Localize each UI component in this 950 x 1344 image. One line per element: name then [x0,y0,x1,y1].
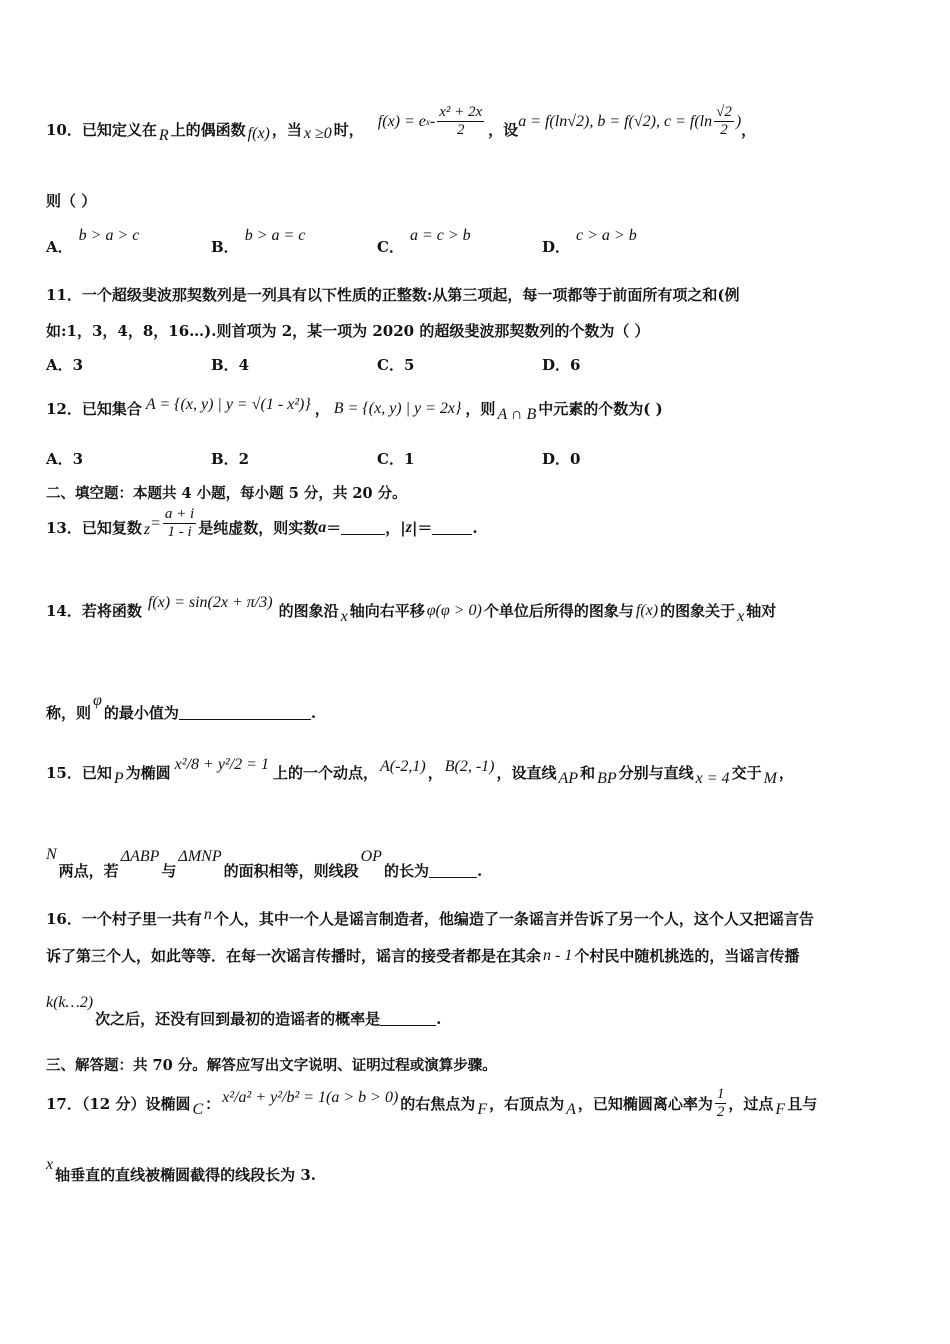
q13-frac: $\frac{a + i}{1 - i}$ [164,506,195,541]
q16-line1: 16．一个村子里一共有 n 个人，其中一个人是谣言制造者，他编造了一条谣言并告诉了另一个人，这个人又把谣言告 [46,905,814,928]
q17-line2: x 轴垂直的直线被椭圆截得的线段长为 3. [46,1155,316,1184]
q16-blank[interactable] [380,1011,436,1026]
q16-line3: k(k…2) 次之后，还没有回到最初的造谣者的概率是 . [46,993,442,1028]
q15-line2: N 两点，若 ΔABP 与 ΔMNP 的面积相等，则线段 OP 的长为 . [46,845,483,880]
q15-blank[interactable] [429,863,477,878]
q10-then: 则（ ） [46,192,97,210]
q10-option-c[interactable]: C． a = c > b [377,227,471,256]
q12-line1: 12．已知集合 A = {(x, y) | y = √(1 - x²)} ， B = {(x, y) | y = 2x} ，则 A ∩ B 中元素的个数为( ) [46,395,663,423]
q17-line1: 17．（12 分）设椭圆 C ： x²/a² + y²/b² = 1(a > b > 0) 的右焦点为 F ，右顶点为 A ，已知椭圆离心率为 $\frac{1}{2}$ ，过点 F 且与 [46,1086,818,1121]
q13-blank-1[interactable] [341,520,385,535]
q12-option-d[interactable]: D．0 [542,450,581,468]
q11-line1: 11．一个超级斐波那契数列是一列具有以下性质的正整数:从第三项起，每一项都等于前面所有项之和(例 [46,286,740,304]
q14-blank[interactable] [179,705,311,720]
q10-option-a[interactable]: A． b > a > c [46,227,140,256]
q12-option-b[interactable]: B．2 [211,450,250,468]
q14-func: f(x) = sin(2x + π/3) [147,593,273,611]
q10-func-frac: $\frac{\text{x² + 2x}}{2}$ [439,104,483,139]
q13-line: 13．已知复数 z = $\frac{a + i}{1 - i}$ 是纯虚数，则实数 a ＝ ，| z |＝ . [46,506,478,541]
q10-abc: a = f(ln√2), b = f(√2), c = f(ln $\frac{√2}{2}$ ) [518,104,742,139]
q10-cond: x ≥0 [303,124,332,142]
q17-eccentricity: $\frac{1}{2}$ [716,1086,725,1121]
section-2-heading: 二、填空题：本题共 4 小题，每小题 5 分，共 20 分。 [46,485,407,502]
q13-blank-2[interactable] [432,520,472,535]
q11-option-d[interactable]: D．6 [542,356,581,374]
q11-option-a[interactable]: A．3 [46,356,84,374]
q11-line2: 如:1，3，4，8，16…).则首项为 2，某一项为 2020 的超级斐波那契数列的个数为（ ） [46,322,650,340]
q11-option-b[interactable]: B．4 [211,356,250,374]
q10-option-b[interactable]: B． b > a = c [211,227,306,256]
q10-option-d[interactable]: D． c > a > b [542,227,637,256]
q14-line1: 14．若将函数 f(x) = sin(2x + π/3) 的图象沿 x 轴向右平移 φ(φ > 0) 个单位后所得的图象与 f(x) 的图象关于 x 轴对 [46,593,777,625]
q10-line1: 10．已知定义在 R 上的偶函数 f(x) ，当 x ≥0 时， f(x) = e x - $\frac{\text{x² + 2x}}{2}$ ，设 a = f(ln√2), b = f(√2), c = f(ln $\frac{√2}{2}$ ) ， [46,104,757,144]
q11-option-c[interactable]: C．5 [377,356,415,374]
q17-ellipse: x²/a² + y²/b² = 1(a > b > 0) [222,1088,399,1106]
q12-set-b: B = {(x, y) | y = 2x} [333,399,462,417]
q10-func: f(x) = e x - $\frac{\text{x² + 2x}}{2}$ [377,104,483,139]
section-3-heading: 三、解答题：共 70 分。解答应写出文字说明、证明过程或演算步骤。 [46,1057,497,1074]
q15-ellipse: x²/8 + y²/2 = 1 [174,755,269,773]
q14-line2: 称，则 φ 的最小值为 . [46,691,317,722]
q10-R: R [158,126,169,144]
q10-fx: f(x) [247,124,270,142]
q12-option-c[interactable]: C．1 [377,450,415,468]
q16-line2: 诉了第三个人，如此等等．在每一次谣言传播时，谣言的接受者都是在其余 n - 1 个村民中随机挑选的，当谣言传播 [46,946,800,965]
q12-option-a[interactable]: A．3 [46,450,84,468]
q12-intersection: A ∩ B [497,405,537,423]
q10-c-frac: $\frac{√2}{2}$ [716,104,732,139]
q12-set-a: A = {(x, y) | y = √(1 - x²)} [145,395,311,413]
q15-line1: 15．已知 P 为椭圆 x²/8 + y²/2 = 1 上的一个动点， A(-2,1) ， B(2, -1) ，设直线 AP 和 BP 分别与直线 x = 4 交于 M ， [46,755,794,787]
